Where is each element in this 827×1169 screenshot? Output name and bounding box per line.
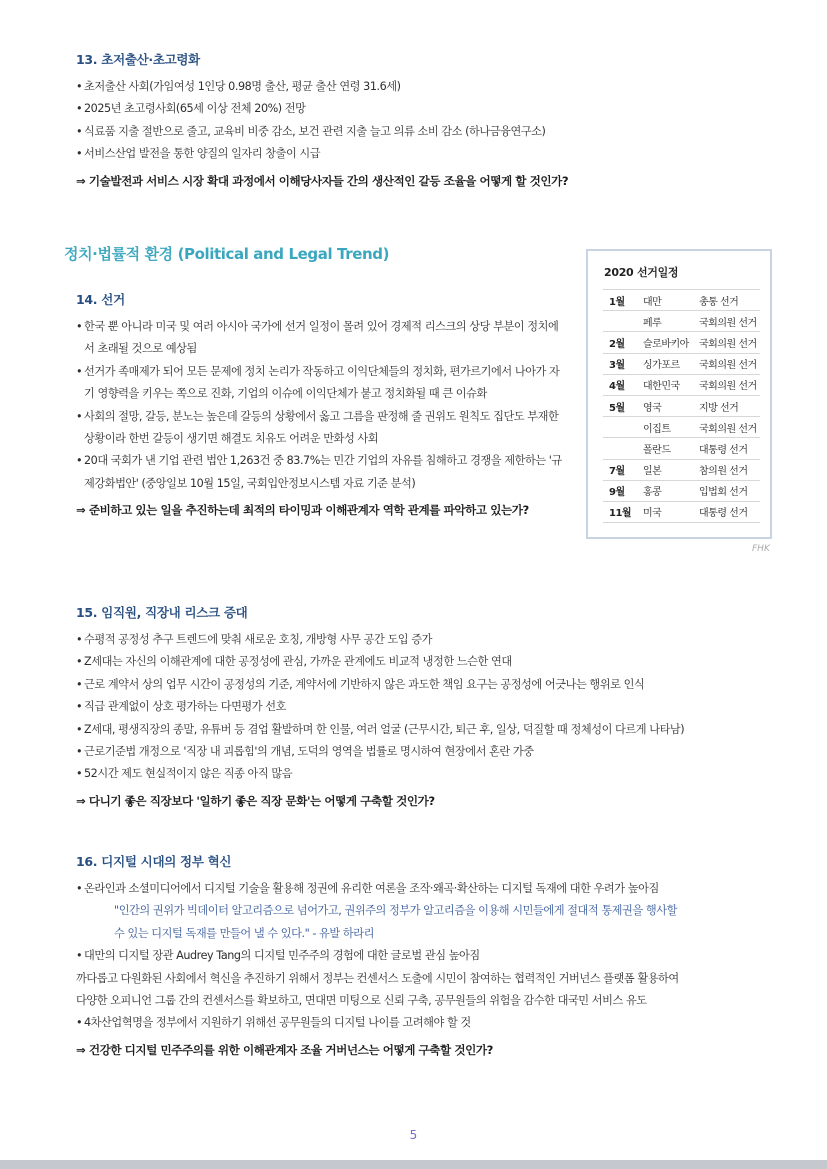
month-cell: 9월 [603, 480, 643, 501]
table-row [603, 395, 760, 416]
table-row [603, 417, 760, 438]
table-row [603, 332, 760, 353]
page-number: 5 [409, 1128, 418, 1142]
country-cell: 슬로바키아 [643, 332, 699, 353]
month-cell [603, 438, 643, 459]
list-item: • 근로 계약서 상의 업무 시간이 공정성의 기준, 계약서에 기반하지 않은 과도한 책임 요구는 공정성에 어긋나는 행위로 인식 [76, 674, 776, 696]
section-16-bullets [76, 878, 776, 900]
election-cell: 대통령 선거 [699, 501, 760, 522]
month-cell: 1월 [603, 290, 643, 311]
section-14 [76, 290, 566, 518]
election-cell: 대통령 선거 [699, 438, 760, 459]
section-14-bullets [76, 316, 566, 495]
list-item: • 수평적 공정성 추구 트렌드에 맞춰 새로운 호칭, 개방형 사무 공간 도입 증가 [76, 629, 776, 651]
month-cell: 2월 [603, 332, 643, 353]
election-cell: 지방 선거 [699, 395, 760, 416]
country-cell: 이집트 [643, 417, 699, 438]
list-item: • 4차산업혁명을 정부에서 지원하기 위해선 공무원들의 디지털 나이를 고려해야 할 것 [76, 1012, 776, 1034]
country-cell: 영국 [643, 395, 699, 416]
list-item: • 근로기준법 개정으로 '직장 내 괴롭힘'의 개념, 도덕의 영역을 법률로 명시하여 현장에서 혼란 가중 [76, 741, 776, 763]
image-credit: FHK [752, 544, 770, 554]
country-cell: 싱가포르 [643, 353, 699, 374]
section-15 [76, 603, 776, 809]
month-cell [603, 311, 643, 332]
table-row [603, 501, 760, 522]
list-item: • Z세대, 평생직장의 종말, 유튜버 등 겸업 활발하며 한 인물, 여러 얼굴 (근무시간, 퇴근 후, 일상, 덕질할 때 정체성이 다르게 나타남) [76, 719, 776, 741]
list-item: • Z세대는 자신의 이해관계에 대한 공정성에 관심, 가까운 관계에도 비교적 냉정한 느슨한 연대 [76, 651, 776, 673]
quote-line: 수 있는 디지털 독재를 만들어 낼 수 있다." - 유발 하라리 [114, 926, 374, 940]
table-row [603, 438, 760, 459]
election-schedule-box [586, 249, 772, 539]
footer-band [0, 1160, 827, 1169]
table-row [603, 311, 760, 332]
section-13 [76, 50, 776, 189]
list-item: • 2025년 초고령사회(65세 이상 전체 20%) 전망 [76, 98, 776, 120]
section-14-title: 14. 선거 [76, 292, 125, 307]
list-item: • 온라인과 소셜미디어에서 디지털 기술을 활용해 정권에 유리한 여론을 조작·왜곡·확산하는 디지털 독재에 대한 우려가 높아짐 [76, 878, 776, 900]
election-cell: 입법회 선거 [699, 480, 760, 501]
quote-line: "인간의 권위가 빅데이터 알고리즘으로 넘어가고, 권위주의 정부가 알고리즘을 이용해 시민들에게 절대적 통제권을 행사할 [114, 904, 677, 918]
election-cell: 총통 선거 [699, 290, 760, 311]
section-13-conclusion: ⇒ 기술발전과 서비스 시장 확대 과정에서 이해당사자들 간의 생산적인 갈등 조율을 어떻게 할 것인가? [76, 173, 569, 188]
table-row [603, 480, 760, 501]
list-item: • 52시간 제도 현실적이지 않은 직종 아직 많음 [76, 763, 776, 785]
list-item: • 선거가 족매제가 되어 모든 문제에 정치 논리가 작동하고 이익단체들의 정치화, 편가르기에서 나아가 자기 영향력을 키우는 쪽으로 진화, 기업의 이슈에 이익단체가 붙고 정치화될 때 큰 이슈화 [76, 361, 566, 406]
country-cell: 페루 [643, 311, 699, 332]
table-row [603, 353, 760, 374]
country-cell: 일본 [643, 459, 699, 480]
month-cell: 11월 [603, 501, 643, 522]
list-item: • 사회의 절망, 갈등, 분노는 높은데 갈등의 상황에서 옳고 그름을 판정해 줄 권위도 원칙도 집단도 부재한 상황이라 한번 갈등이 생기면 해결도 치유도 어려운 만화성 사회 [76, 406, 566, 451]
election-cell: 국회의원 선거 [699, 311, 760, 332]
table-row [603, 290, 760, 311]
month-cell: 3월 [603, 353, 643, 374]
political-legal-heading: 정치·법률적 환경 (Political and Legal Trend) [64, 245, 390, 263]
list-item: • 대만의 디지털 장관 Audrey Tang의 디지털 민주주의 경험에 대한 글로벌 관심 높아짐 [76, 945, 776, 967]
section-16 [76, 852, 776, 1058]
list-item: • 20대 국회가 낸 기업 관련 법안 1,263건 중 83.7%는 민간 기업의 자유를 침해하고 경쟁을 제한하는 '규제강화법안' (중앙일보 10월 15일, 국회입안정보시스템 자료 기준 분석) [76, 450, 566, 495]
harari-quote [76, 900, 776, 945]
election-cell: 국회의원 선거 [699, 417, 760, 438]
list-item: • 한국 뿐 아니라 미국 및 여러 아시아 국가에 선거 일정이 몰려 있어 경제적 리스크의 상당 부분이 정치에서 초래될 것으로 예상됨 [76, 316, 566, 361]
section-13-bullets [76, 76, 776, 166]
table-row [603, 374, 760, 395]
country-cell: 대한민국 [643, 374, 699, 395]
election-cell: 국회의원 선거 [699, 353, 760, 374]
month-cell: 4월 [603, 374, 643, 395]
section-16-conclusion: ⇒ 건강한 디지털 민주주의를 위한 이해관계자 조율 거버넌스는 어떻게 구축할 것인가? [76, 1042, 493, 1057]
list-item: • 식료품 지출 절반으로 줄고, 교육비 비중 감소, 보건 관련 지출 늘고 의류 소비 감소 (하나금융연구소) [76, 121, 776, 143]
country-cell: 대만 [643, 290, 699, 311]
election-schedule-table [603, 289, 760, 523]
election-schedule-title: 2020 선거일정 [604, 266, 679, 279]
election-cell: 국회의원 선거 [699, 332, 760, 353]
table-row [603, 459, 760, 480]
list-item: • 서비스산업 발전을 통한 양질의 일자리 창출이 시급 [76, 143, 776, 165]
section-13-title: 13. 초저출산·초고령화 [76, 52, 200, 67]
country-cell: 홍콩 [643, 480, 699, 501]
month-cell: 7월 [603, 459, 643, 480]
section-15-conclusion: ⇒ 다니기 좋은 직장보다 '일하기 좋은 직장 문화'는 어떻게 구축할 것인가? [76, 793, 435, 808]
list-item: • 직급 관계없이 상호 평가하는 다면평가 선호 [76, 696, 776, 718]
month-cell [603, 417, 643, 438]
section-14-conclusion: ⇒ 준비하고 있는 일을 추진하는데 최적의 타이밍과 이해관계자 역학 관계를 파악하고 있는가? [76, 503, 529, 518]
list-item-continuation: 다양한 오피니언 그룹 간의 컨센서스를 확보하고, 면대면 미팅으로 신뢰 구축, 공무원들의 위험을 감수한 대국민 서비스 유도 [76, 994, 647, 1008]
section-15-bullets [76, 629, 776, 786]
section-15-title: 15. 임직원, 직장내 리스크 증대 [76, 605, 248, 620]
country-cell: 폴란드 [643, 438, 699, 459]
list-item-continuation: 까다롭고 다원화된 사회에서 혁신을 추진하기 위해서 정부는 컨센서스 도출에 시민이 참여하는 협력적인 거버넌스 플랫폼 활용하여 [76, 971, 679, 985]
election-cell: 참의원 선거 [699, 459, 760, 480]
section-16-title: 16. 디지털 시대의 정부 혁신 [76, 854, 232, 869]
country-cell: 미국 [643, 501, 699, 522]
election-cell: 국회의원 선거 [699, 374, 760, 395]
section-16-bullets-2 [76, 945, 776, 1035]
list-item: • 초저출산 사회(가임여성 1인당 0.98명 출산, 평균 출산 연령 31.6세) [76, 76, 776, 98]
month-cell: 5월 [603, 395, 643, 416]
